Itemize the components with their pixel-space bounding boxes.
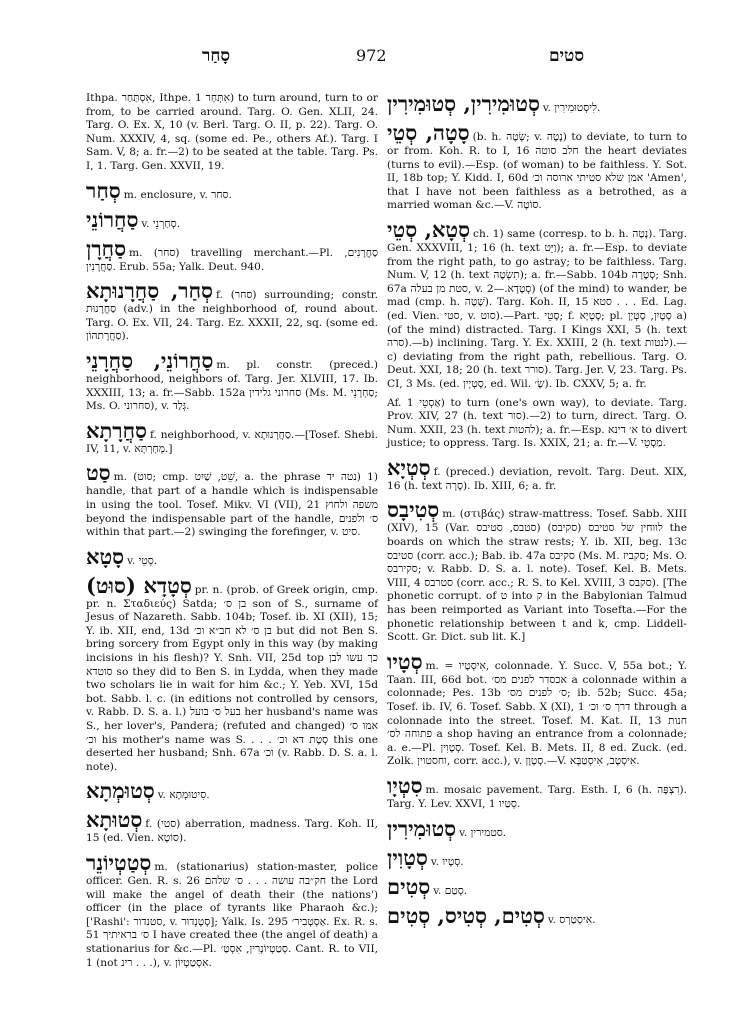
entry-headword: סְטָדָא (סוּט) [86, 572, 192, 598]
entry-definition: v. לִיסְטוּמִירִין. [542, 102, 601, 114]
entry-definition: v. סטמירין. [459, 826, 507, 839]
entry-headword: סְטָוִין [387, 844, 428, 870]
entry-definition: Ithpa. אִסְתַּחַר, Ithpe. אִתְּחַר 1) to turn around, turn to or from, to be carried around. Targ. O. Gen. XLII, 24. Targ. O. Ex. X, 10 (v. Berl. Targ. O. II, p. 22). Targ. O. Num. XXXIV, 4, sq. (some ed. Pe., others Af.). Targ. I Sam. V, 8; a. fr.—2) to be seated at the table. Targ. Ps. I, 1. Targ. Gen. XXVII, 19. [86, 92, 378, 172]
entry-definition: m. mosaic pavement. Targ. Esth. I, 6 (h. רִצְפָּה). Targ. Y. Lev. XXVI, 1 סְטַיו. [387, 783, 687, 810]
dictionary-entry [86, 92, 378, 174]
dictionary-entry [387, 456, 687, 494]
entry-headword: סְטָא, סְטֵי [387, 216, 471, 242]
entry-headword: סְטִיבָס [387, 497, 440, 523]
entry-definition: (b. h. שָׂטָה; v. נָטָה) to deviate, to turn to or from. Koh. R. to I, 16 חלב סוטה the heart deviates (turns to evil).—Esp. (of woman) to be faithless. Y. Sot. II, 18b top; Y. Kidd. I, 60d אמן שלא סטיתי ארוסה וכ׳ 'Amen', that I have not been faithless as a betrothed, as a married woman &c.—V. סוֹטָה. [387, 131, 687, 212]
entry-definition: Af. אַסְטֵי 1) to turn (one's own way), to deviate. Targ. Prov. XIV, 27 (h. text סור).—2) to turn, direct. Targ. O. Num. XXII, 23 (h. text להטות); a. fr.—Esp. א׳ דינא to divert justice; to oppress. Targ. Is. XXIX, 21; a. fr.—V. מַסְטֵי. [387, 396, 687, 450]
dictionary-entry [387, 650, 687, 769]
entry-headword: סַחֲרָתָא [86, 417, 147, 443]
entry-definition: m. (סחר) travelling merchant.—Pl. סַחֲרָנִים, סַחֲרָנִין. Erub. 55a; Yalk. Deut. 940. [86, 246, 378, 273]
entry-headword: סְטוּמִירִין, סְטוּמִירִין [387, 91, 540, 116]
dictionary-entry [86, 851, 378, 970]
entry-definition: m. = אִיסְטָיו, colonnade. Y. Succ. V, 55a bot.; Y. Taan. III, 66d bot. אכסדר לפנים מס׳ a colonnade within a colonnade; Pes. 13b ס׳ לפנים מס׳; ib. 52b; Succ. 45a; Tosef. ib. IV, 6. Tosef. Sabb. X (XI), 1 דרך ס׳ וכ׳ through a colonnade into the street. Tosef. M. Kat. II, 13 חנות פתוחה לס׳ a shop having an entrance from a colonnade; a. e.—Pl. סְטָוִין. Tosef. Kel. B. Mets. II, 8 ed. Zuck. (ed. Zolk. וחסטוין, corr. acc.), v. סְטָוָן.—V. אִיסְטָב, אִיסְטַבָּא. [387, 659, 688, 768]
entry-headword: סְטוּמְתָא [86, 778, 155, 804]
entry-definition: v. סְטַם. [433, 884, 468, 897]
entry-definition: v. אִיסְטַרְס. [547, 913, 596, 926]
dictionary-entry [86, 808, 378, 846]
entry-headword: סְטָיו [387, 648, 423, 674]
dictionary-entry [86, 237, 378, 275]
entry-definition: m. (סוט; cmp. שֵׁט, שַׁיִט, a. the phrase נטה יד) 1) handle, that part of a handle which is indispensable in using the tool. Tosef. Mikv. VI (VII), 21 משפה ולחוץ beyond the indispensable part of the handle, ס׳ ולפנים within that part.—2) swinging the forefinger, v. סיט. [86, 471, 379, 539]
entry-headword: סַט [86, 460, 111, 486]
running-head-right: סטים [548, 46, 584, 66]
dictionary-entry [387, 904, 687, 928]
entry-headword: סִטְיָו [387, 772, 423, 798]
entry-definition: v. סִיטוּמְתָא. [157, 789, 210, 802]
entry-definition: f. (preced.) deviation, revolt. Targ. Deut. XIX, 16 (h. text סָרָה). Ib. XIII, 6; a. fr. [387, 465, 687, 492]
entry-definition: v. סְחַרְנֵי. [141, 217, 180, 230]
left-column [86, 92, 378, 975]
dictionary-entry [387, 846, 687, 870]
dictionary-entry [86, 574, 378, 775]
entry-headword: סְחַר [86, 177, 121, 203]
entry-headword: סְטְיָא [387, 454, 431, 480]
running-head-left: סָחַר [202, 46, 231, 66]
page-header [66, 46, 694, 70]
entry-headword: סַחֲרוֹנֵי [86, 206, 139, 232]
dictionary-entry [86, 349, 378, 414]
dictionary-entry [387, 498, 687, 644]
dictionary-entry [387, 92, 687, 116]
dictionary-entry [387, 121, 687, 213]
dictionary-entry [387, 218, 687, 392]
entry-definition: f. neighborhood, v. סַחֲרָנוּתָא.—[Tosef. Shebi. IV, 11, v. מְחָרְתָּא.] [86, 428, 378, 455]
dictionary-entry [86, 779, 378, 803]
entry-headword: סְטִים [387, 873, 431, 899]
dictionary-entry [86, 208, 378, 232]
entry-headword: סְטוּמִירִין [387, 815, 457, 841]
entry-definition: v. סְטֵי. [127, 554, 158, 567]
entry-definition: ch. 1) same (corresp. to b. h. נָטָה). Targ. Gen. XXXVIII, 1; 16 (h. text וַיֵּט); a. fr.—Esp. to deviate from the right path, to go astray; to be faithless. Targ. Num. V, 12 (h. text תִשְׂטֶה); a. fr.—Sabb. 104b סְטָרָה; Snh. 67a סטת מן בעלה, v. סְטָדָא.—2) (of the mind) to wander, be mad (cmp. h. שָׁטָה). Targ. Koh. II, 15 סטא . . . Ed. Lag. (ed. Vien. סטי, v. סוט).—Part. סָטֵי; f. סָטְיָא; pl. סָטָיִן, סָטְיָן a) (of the mind) distracted. Targ. I Kings XXI, 5 (h. text סרה).—b) inclining. Targ. Y. Ex. XXIII, 2 (h. text לנטות).—c) deviating from the right path, rebellious. Targ. O. Deut. XXI, 18; 20 (h. text סורר). Targ. Jer. V, 23. Targ. Ps. CI, 3 Ms. (ed. סָטְיָין, ed. Wil. שָׂ׳). Ib. CXXV, 5; a. fr. [387, 227, 688, 390]
entry-headword: סָטָה, סְטֵי [387, 120, 470, 145]
entry-headword: סְטוּתָא [86, 807, 143, 833]
dictionary-entry [387, 817, 687, 841]
dictionary-entry [86, 461, 378, 539]
entry-headword: סַחֲרוֹנֵי, סַחֲרָנֵי [86, 347, 214, 373]
dictionary-entry [86, 545, 378, 569]
entry-headword: סַחֲרָן [86, 235, 127, 261]
dictionary-entry [387, 774, 687, 812]
entry-definition: m. enclosure, v. סחר. [123, 188, 232, 201]
page-number: 972 [356, 46, 387, 65]
entry-definition: pr. n. (prob. of Greek origin, cmp. pr. n. Σταδιεύς) Satda; בן ס׳ son of S., surname of Jesus of Nazareth. Sabb. 104b; Tosef. ib. XI (XII), 15; Y. ib. XII, end, 13d בן ס׳ לא חב״א וכ׳ but did not Ben S. bring sorcery from Egypt only in this way (by making incisions in his flesh)? Y. Snh. VII, 25d top כך עשו לבן סוטדא so they did to Ben S. in Lydda, when they made two scholars lie in wait for him &c.; Y. Yeb. XVI, 15d bot. Sabb. l. c. (in editions not controlled by censors, v. Rabb. D. S. a. l.) בעל ס׳ בועל her husband's name was S., her lover's, Pandera; (refuted and changed) אמו ס׳ וכ׳ his mother's name was S. . . . סְטָת דא וכ׳ this one deserted her husband; Snh. 67a וכ׳ (v. Rabb. D. S. a. l. note). [86, 583, 378, 773]
dictionary-entry [86, 279, 378, 344]
entry-headword: סְחַר, סַחֲרָנוּתָא [86, 278, 213, 304]
dictionary-entry [86, 179, 378, 203]
right-column [387, 92, 687, 933]
dictionary-entry [387, 397, 687, 451]
entry-definition: m. (στιβάς) straw-mattress. Tosef. Sabb. XIII (XIV), 15 (Var. סטבס, סטיבס) לווחין של סטיבס (סקיבס) the boards on which the straw rests; Y. ib. XII, beg. 13c סטיבס (corr. acc.); Bab. ib. 47a סקיבס (Ms. M. סקביז; Ms. O. סקירבס; v. Rabb. D. S. a. l. note). Tosef. Kel. B. Mets. VIII, 4 סטרבס (corr. acc.; R. S. to Kel. XVIII, 3 סקבס). [The phonetic corrupt. of ט into ק in the Babylonian Talmud has been reimported as Variant into Tosefta.—For the phonetic relationship between t and k, cmp. Liddell-Scott. Gr. Dict. sub lit. K.] [387, 508, 687, 644]
dictionary-entry [86, 419, 378, 457]
entry-headword: סָטָא [86, 543, 125, 569]
dictionary-entry [387, 875, 687, 899]
entry-definition: f. (סחר) surrounding; constr. סַחֲרָנוּת (adv.) in the neighborhood of, round about. Targ. O. Ex. VII, 24. Targ. Ez. XXXII, 22, sq. (some ed. סַחֲרָתהוֹן). [86, 289, 379, 343]
entry-definition: f. (סטי) aberration, madness. Targ. Koh. II, 15 (ed. Vien. סוֹטָא). [86, 818, 378, 845]
entry-headword: סְטַטְיוֹנֵר [86, 850, 152, 875]
entry-definition: m. pl. constr. (preced.) neighborhood, neighbors of. Targ. Jer. XLVIII, 17. Ib. XXXIII, 13; a. fr.—Sabb. 152a סחרוני גלידין (Ms. M. סַחְרָנֵי; Ms. O. סחרוני), v. גְּלַד. [86, 358, 378, 413]
entry-definition: m. (stationarius) station-master, police officer. Gen. R. s. 26 חק״בה עושה . . . ס׳ שלהם the Lord will make the angel of death their (the nations') officer (in the place of tyrants like Pharaoh &c.); ['Rashi': סטנדור, v. סְטָנְדוּר]; Yalk. Is. 295 אַסְטְבִיר׳. Ex. R. s. 51 ס׳ בראיתיך I have created thee (the angel of death) a stationarius for &c.—Pl. סְטַטְיוֹנָרִין, אִסְטַ׳. Cant. R. to VII, 1 (not רינ . . .), v. אִסְטַטְיוֹן. [86, 861, 379, 969]
entry-headword: סְטִים, סְטִיס, סְטִים [387, 902, 545, 928]
entry-definition: v. סְטָיו. [430, 855, 464, 868]
